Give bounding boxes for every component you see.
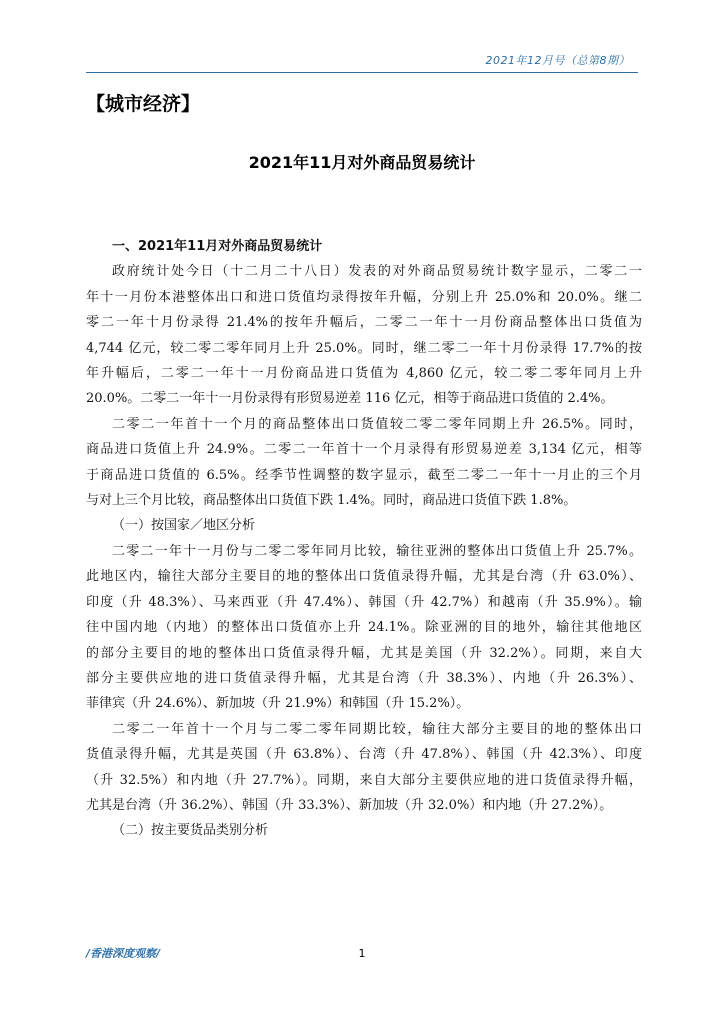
paragraph-line: 商品进口货值上升 24.9%。二零二一年首十一个月录得有形贸易逆差 3,134 亿元，相等	[86, 442, 642, 458]
paragraph-line: 二零二一年首十一个月的商品整体出口货值较二零二零年同期上升 26.5%。同时，	[112, 416, 642, 432]
paragraph-line: 4,744 亿元，较二零二零年同月上升 25.0%。同时，继二零二一年十月份录得 17.7%的按	[86, 340, 642, 356]
page-number: 1	[358, 947, 366, 960]
paragraph-line: 印度（升 48.3%）、马来西亚（升 47.4%）、韩国（升 42.7%）和越南（升 35.9%）。输	[86, 594, 642, 610]
section-heading: 一、2021年11月对外商品贸易统计	[112, 239, 323, 254]
footer-source: /香港深度观察/	[86, 947, 161, 960]
header-divider	[86, 72, 638, 73]
page-title: 2021年11月对外商品贸易统计	[248, 153, 476, 172]
paragraph-line: 尤其是台湾（升 36.2%）、韩国（升 33.3%）、新加坡（升 32.0%）和内地（升 27.2%）。	[86, 797, 613, 813]
paragraph-line: 零二一年十月份录得 21.4%的按年升幅后，二零二一年十一月份商品整体出口货值为	[86, 315, 642, 331]
article-body	[86, 234, 642, 844]
subsection-heading: （二）按主要货品类别分析	[112, 823, 269, 839]
paragraph-line: 菲律宾（升 24.6%）、新加坡（升 21.9%）和韩国（升 15.2%）。	[86, 696, 470, 712]
paragraph-line: 往中国内地（内地）的整体出口货值亦上升 24.1%。除亚洲的目的地外，输往其他地区	[86, 620, 642, 636]
paragraph-line: 的部分主要目的地的整体出口货值录得升幅，尤其是美国（升 32.2%）。同期，来自大	[86, 645, 642, 661]
paragraph-line: 于商品进口货值的 6.5%。经季节性调整的数字显示，截至二零二一年十一月止的三个月	[86, 467, 642, 483]
paragraph-line: 二零二一年首十一个月与二零二零年同期比较，输往大部分主要目的地的整体出口	[112, 721, 642, 737]
paragraph-line: 与对上三个月比较，商品整体出口货值下跌 1.4%。同时，商品进口货值下跌 1.8%。	[86, 493, 577, 509]
paragraph-line: 部分主要供应地的进口货值录得升幅，尤其是台湾（升 38.3%）、内地（升 26.3%）、	[86, 670, 642, 686]
paragraph-line: 二零二一年十一月份与二零二零年同月比较，输往亚洲的整体出口货值上升 25.7%。	[112, 543, 642, 559]
paragraph-line: 20.0%。二零二一年十一月份录得有形贸易逆差 116 亿元，相等于商品进口货值的 2.4%。	[86, 391, 614, 407]
paragraph-line: 货值录得升幅，尤其是英国（升 63.8%）、台湾（升 47.8%）、韩国（升 42.3%）、印度	[86, 747, 642, 763]
subsection-heading: （一）按国家／地区分析	[112, 518, 256, 534]
issue-label: 2021年12月号（总第8期）	[485, 54, 630, 67]
paragraph-line: 年十一月份本港整体出口和进口货值均录得按年升幅，分别上升 25.0%和 20.0%。继二	[86, 289, 642, 305]
paragraph-line: 此地区内，输往大部分主要目的地的整体出口货值录得升幅，尤其是台湾（升 63.0%）、	[86, 569, 642, 585]
paragraph-line: 年升幅后，二零二一年十一月份商品进口货值为 4,860 亿元，较二零二零年同月上升	[86, 366, 642, 382]
section-tag: 【城市经济】	[86, 93, 201, 115]
paragraph-line: （升 32.5%）和内地（升 27.7%）。同期，来自大部分主要供应地的进口货值录得升幅，	[86, 772, 642, 788]
paragraph-line: 政府统计处今日（十二月二十八日）发表的对外商品贸易统计数字显示，二零二一	[112, 264, 642, 280]
